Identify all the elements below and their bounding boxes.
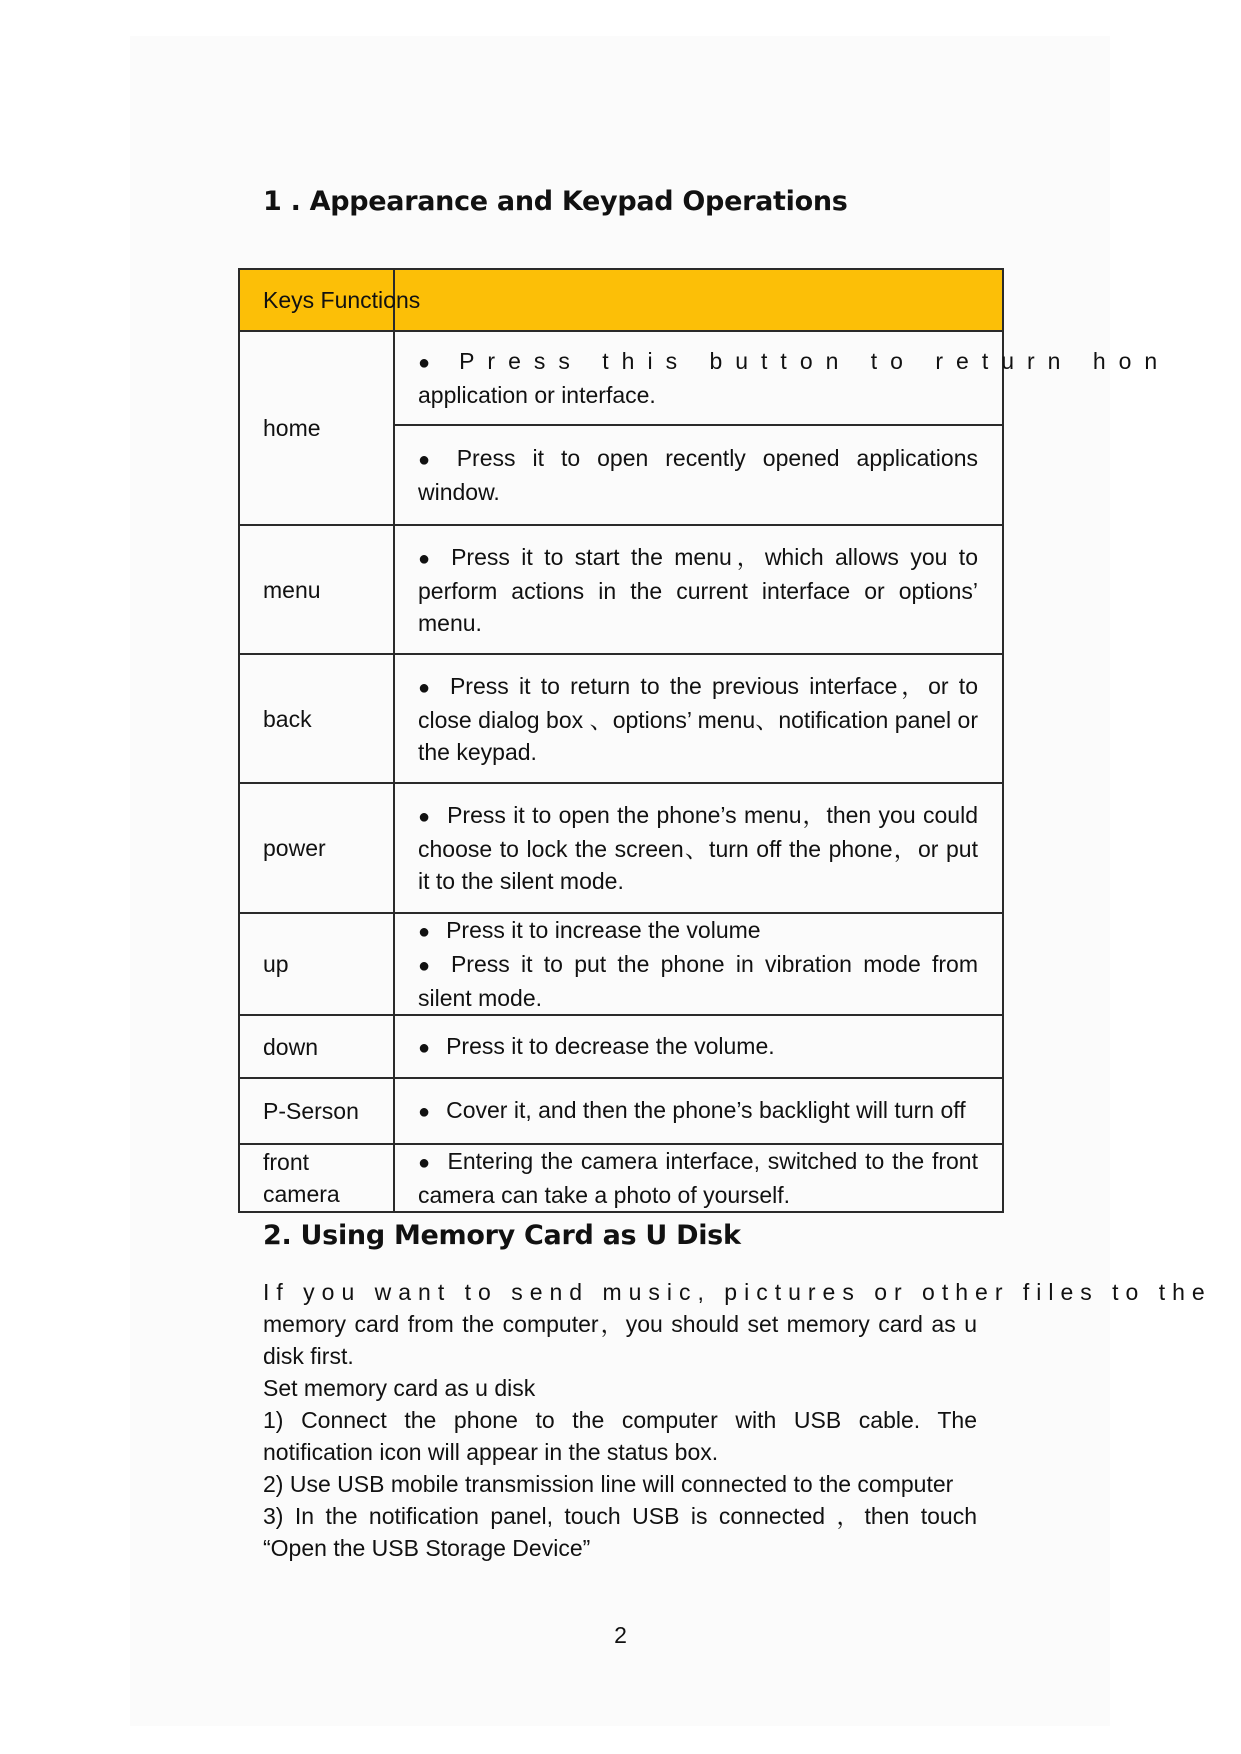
step-3: 3) In the notification panel, touch USB is connected ，then touch “Open the USB Storage Device” [263,1503,977,1561]
key-pserson: P-Serson [239,1078,394,1144]
bullet-icon: ● [418,1152,432,1174]
bullet-icon: ● [418,352,444,374]
key-back: back [239,654,394,783]
bullet-icon: ● [418,955,435,977]
desc-menu: ● Press it to start the menu，which allows you to perform actions in the current interface or options’ menu. [394,525,1003,654]
desc-front-camera: ● Entering the camera interface, switched to the front camera can take a photo of yourself. [394,1144,1003,1212]
desc-home-1-line1: ● Press this button to return hon [418,348,1171,374]
section-2-body [263,1276,1212,1564]
desc-back: ● Press it to return to the previous interface，or to close dialog box 、options’ menu、notification panel or the keypad. [394,654,1003,783]
header-cell-functions [394,269,1003,331]
key-up: up [239,913,394,1015]
table-row-pserson [239,1078,1003,1144]
desc-pserson: ● Cover it, and then the phone’s backlight will turn off [394,1078,1003,1144]
bullet-icon: ● [418,676,434,699]
bullet-icon: ● [418,449,441,471]
intro-line-1: If you want to send music, pictures or other files to the [263,1279,1212,1305]
key-home: home [239,331,394,525]
desc-down: ● Press it to decrease the volume. [394,1015,1003,1078]
section-1-title: 1 . Appearance and Keypad Operations [263,186,848,217]
bullet-icon: ● [418,1101,431,1123]
desc-up-2: ● Press it to put the phone in vibration mode from silent mode. [418,951,978,1011]
bullet-icon: ● [418,921,431,943]
desc-home-1 [394,331,1171,425]
table-row-up [239,913,1003,1015]
key-power: power [239,783,394,913]
table-row-menu [239,525,1003,654]
header-label: Keys Functions [263,287,421,313]
step-1: 1) Connect the phone to the computer with USB cable. The notification icon will appear in the status box. [263,1407,977,1465]
key-menu: menu [239,525,394,654]
subheading: Set memory card as u disk [263,1375,536,1401]
intro-rest: memory card from the computer，you should set memory card as u disk first. [263,1311,977,1369]
header-cell-keys [239,269,421,331]
desc-up-1: ● Press it to increase the volume [418,917,761,943]
desc-power: ● Press it to open the phone’s menu，then you could choose to lock the screen、turn off the phone，or put it to the silent mode. [394,783,1003,913]
bullet-icon: ● [418,1036,431,1059]
intro-text [263,1276,1212,1372]
keys-functions-table [238,268,1171,1213]
desc-up [394,913,1003,1015]
table-header-row [239,269,1003,331]
key-front-camera: front camera [239,1144,394,1212]
bullet-icon: ● [418,806,432,828]
table-row-front-camera [239,1144,1003,1212]
table-row-back [239,654,1003,783]
step-2: 2) Use USB mobile transmission line will connected to the computer [263,1471,954,1497]
table-row-power [239,783,1003,913]
section-2-title: 2. Using Memory Card as U Disk [263,1220,741,1251]
desc-home-2: ● Press it to open recently opened applications window. [394,425,1003,525]
page-number: 2 [614,1622,627,1648]
key-down: down [239,1015,394,1078]
desc-home-1-line2: application or interface. [418,382,656,408]
table-row-home [239,331,1003,425]
table-row-down [239,1015,1003,1078]
bullet-icon: ● [418,547,436,570]
